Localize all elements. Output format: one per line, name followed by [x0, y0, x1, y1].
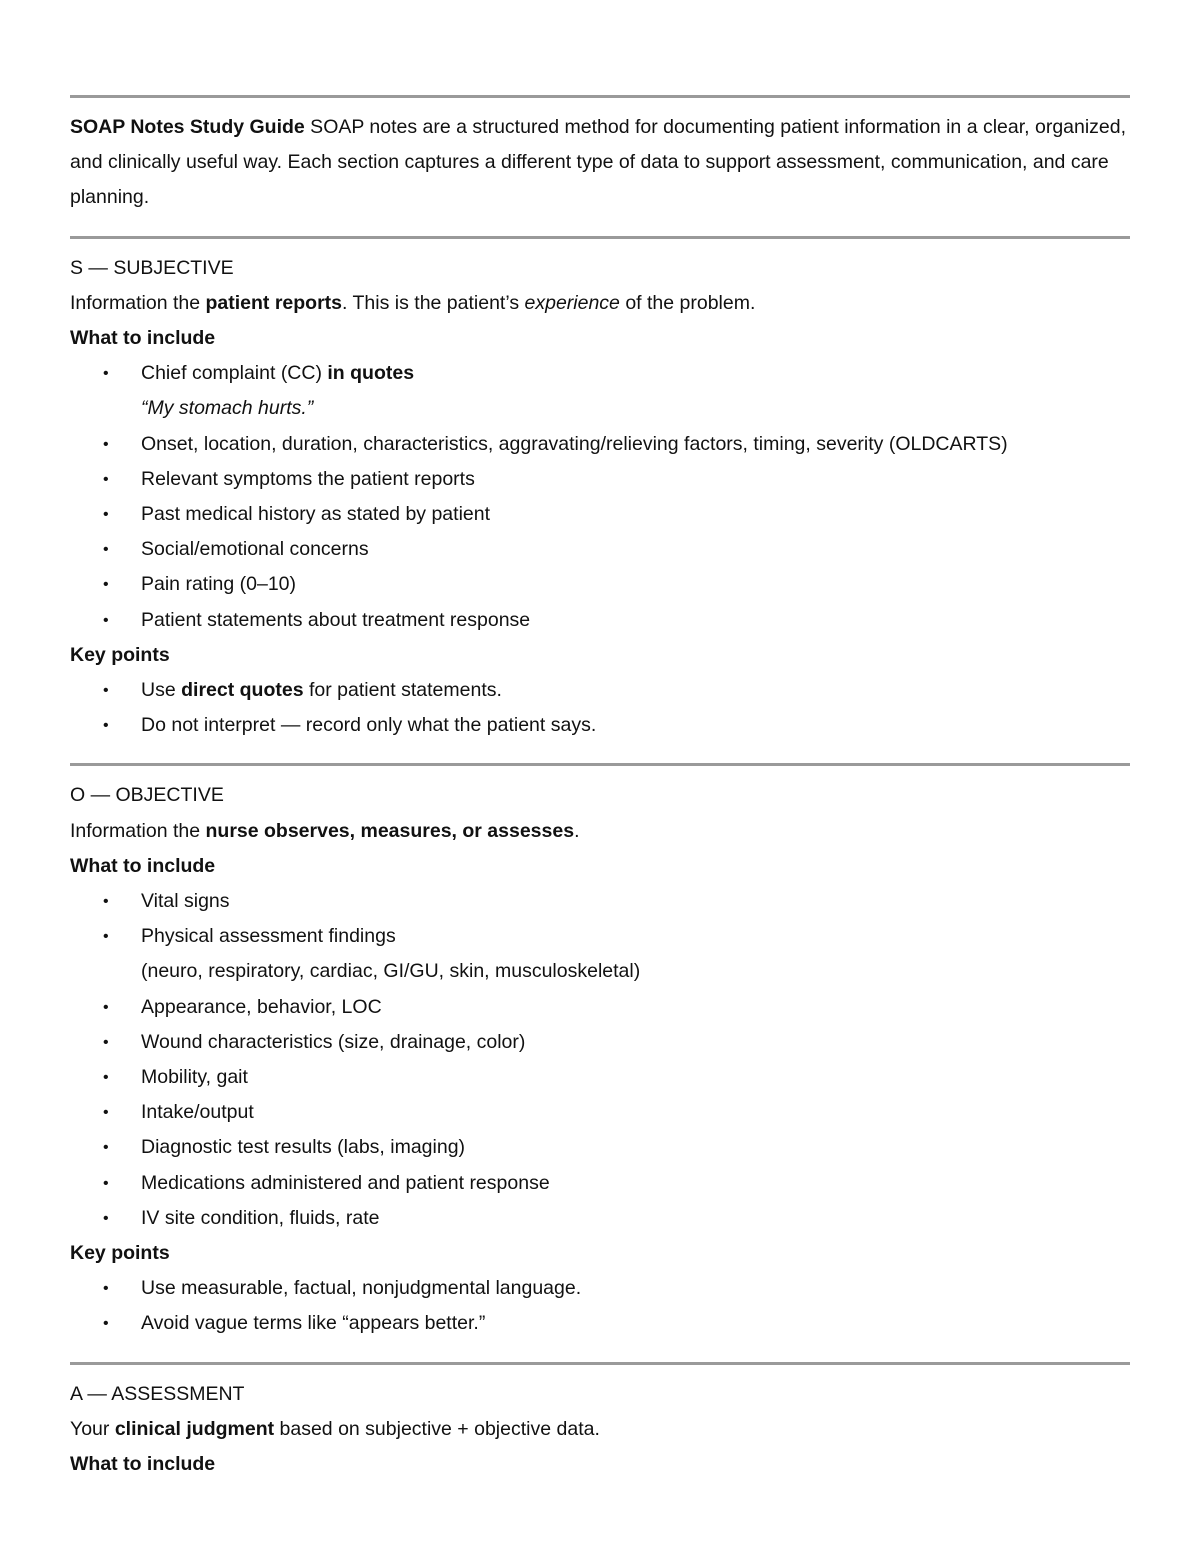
- subjective-section: [70, 251, 1130, 744]
- list-item: • Diagnostic test results (labs, imaging): [70, 1130, 1130, 1165]
- bullet-icon: •: [103, 1174, 109, 1192]
- bullet-icon: •: [103, 1315, 109, 1333]
- bullet-icon: •: [103, 365, 109, 383]
- key-points-label: Key points: [70, 1241, 170, 1264]
- bullet-icon: •: [103, 541, 109, 559]
- bullet-icon: •: [103, 681, 109, 699]
- section-description: Your clinical judgment based on subjective + objective data.: [70, 1417, 600, 1440]
- list-item: • Physical assessment findings (neuro, respiratory, cardiac, GI/GU, skin, musculoskeletal): [70, 919, 1130, 989]
- bullet-icon: •: [103, 928, 109, 946]
- section-divider: [70, 236, 1130, 239]
- list-item: • Appearance, behavior, LOC: [70, 990, 1130, 1025]
- assessment-section: [70, 1377, 1130, 1483]
- bullet-icon: •: [103, 1068, 109, 1086]
- document-content: [70, 95, 1130, 1502]
- objective-section: [70, 778, 1130, 1341]
- key-points-list: [70, 673, 1130, 743]
- bullet-icon: •: [103, 717, 109, 735]
- what-to-include-label: What to include: [70, 326, 216, 349]
- include-list: [70, 356, 1130, 638]
- section-description: Information the nurse observes, measures, or assesses.: [70, 819, 580, 842]
- bullet-icon: •: [103, 1209, 109, 1227]
- bullet-icon: •: [103, 892, 109, 910]
- list-item: • Mobility, gait: [70, 1060, 1130, 1095]
- list-item: • Avoid vague terms like “appears better.”: [70, 1306, 1130, 1341]
- bullet-icon: •: [103, 998, 109, 1016]
- list-item: • Intake/output: [70, 1095, 1130, 1130]
- bullet-icon: •: [103, 435, 109, 453]
- key-points-label: Key points: [70, 643, 170, 666]
- list-item: • Use measurable, factual, nonjudgmental language.: [70, 1271, 1130, 1306]
- list-item: • Wound characteristics (size, drainage, color): [70, 1025, 1130, 1060]
- intro-paragraph: [70, 110, 1130, 216]
- section-divider: [70, 763, 1130, 766]
- key-points-list: [70, 1271, 1130, 1341]
- section-heading: S — SUBJECTIVE: [70, 256, 234, 279]
- list-item: • Onset, location, duration, characteristics, aggravating/relieving factors, timing, severity (OLDCARTS): [70, 427, 1130, 462]
- list-item: • Relevant symptoms the patient reports: [70, 462, 1130, 497]
- list-item: • Social/emotional concerns: [70, 532, 1130, 567]
- example-quote: “My stomach hurts.”: [141, 397, 314, 420]
- list-item: • Pain rating (0–10): [70, 567, 1130, 602]
- intro-text: SOAP notes are a structured method for documenting patient information in a clear, organized, and clinically useful way. Each section captures a different type of data to support assessment, communication, and care planning.: [70, 116, 1127, 209]
- section-heading: O — OBJECTIVE: [70, 784, 224, 807]
- document-title: SOAP Notes Study Guide: [70, 116, 305, 138]
- list-item: • IV site condition, fluids, rate: [70, 1201, 1130, 1236]
- list-item: • Do not interpret — record only what the patient says.: [70, 708, 1130, 743]
- list-item: • Vital signs: [70, 884, 1130, 919]
- bullet-icon: •: [103, 1033, 109, 1051]
- bullet-icon: •: [103, 1139, 109, 1157]
- list-item: • Past medical history as stated by patient: [70, 497, 1130, 532]
- section-description: Information the patient reports. This is the patient’s experience of the problem.: [70, 291, 756, 314]
- bullet-icon: •: [103, 1104, 109, 1122]
- section-divider: [70, 1362, 1130, 1365]
- section-heading: A — ASSESSMENT: [70, 1382, 245, 1405]
- list-item: • Patient statements about treatment response: [70, 603, 1130, 638]
- list-item: • Use direct quotes for patient statements.: [70, 673, 1130, 708]
- list-item: • Medications administered and patient response: [70, 1166, 1130, 1201]
- include-list: [70, 884, 1130, 1236]
- bullet-icon: •: [103, 505, 109, 523]
- list-item-continuation: (neuro, respiratory, cardiac, GI/GU, skin, musculoskeletal): [141, 960, 641, 983]
- bullet-icon: •: [103, 576, 109, 594]
- bullet-icon: •: [103, 1280, 109, 1298]
- bullet-icon: •: [103, 470, 109, 488]
- list-item: • Chief complaint (CC) in quotes “My stomach hurts.”: [70, 356, 1130, 426]
- bullet-icon: •: [103, 611, 109, 629]
- section-divider: [70, 95, 1130, 98]
- what-to-include-label: What to include: [70, 1452, 216, 1475]
- what-to-include-label: What to include: [70, 854, 216, 877]
